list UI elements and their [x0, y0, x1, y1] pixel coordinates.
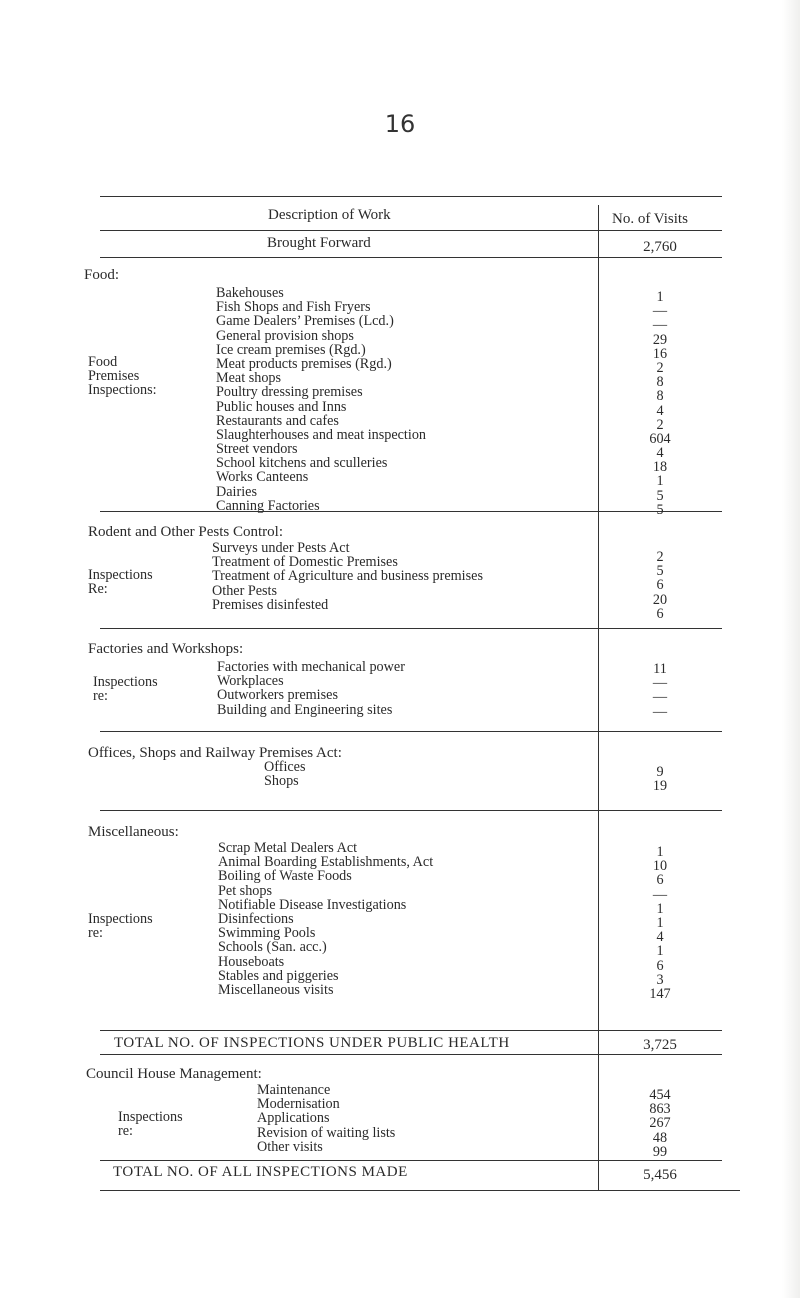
header-description: Description of Work: [268, 207, 391, 223]
food-value: —: [652, 317, 668, 334]
food-value: 29: [652, 331, 668, 348]
council-item: Revision of waiting lists: [257, 1124, 396, 1141]
council-value: 99: [652, 1143, 668, 1160]
misc-item: Pet shops: [218, 882, 272, 899]
rodent-title: Rodent and Other Pests Control:: [88, 524, 283, 540]
misc-item: Houseboats: [218, 953, 285, 970]
food-value: —: [652, 303, 668, 320]
food-item: School kitchens and sculleries: [216, 455, 388, 472]
misc-item: Notifiable Disease Investigations: [218, 896, 407, 913]
food-item: Ice cream premises (Rgd.): [216, 341, 366, 358]
factories-item: Outworkers premises: [217, 687, 338, 704]
council-values: [615, 1088, 705, 1159]
factories-items: [217, 660, 405, 717]
food-item: General provision shops: [216, 327, 354, 344]
rodent-item: Other Pests: [212, 582, 278, 599]
misc-value: 1: [656, 914, 664, 931]
misc-value: 4: [656, 929, 664, 946]
food-title: Food:: [84, 267, 120, 283]
misc-item: Boiling of Waste Foods: [218, 868, 352, 885]
rodent-value: 5: [656, 563, 664, 580]
food-item: Public houses and Inns: [216, 398, 347, 415]
top-rule: [100, 196, 722, 197]
offices-values: [615, 765, 705, 793]
council-item: Maintenance: [257, 1082, 331, 1098]
misc-item: Animal Boarding Establishments, Act: [218, 854, 434, 871]
offices-item: Offices: [264, 759, 306, 775]
misc-side-label: [88, 912, 153, 940]
food-value: 1: [656, 289, 664, 305]
misc-rule: [100, 1030, 722, 1031]
factories-side-label: [93, 675, 158, 703]
food-side-label: [88, 355, 157, 398]
food-value: 2: [656, 359, 664, 376]
column-divider: [598, 205, 599, 1190]
public-health-total-label: TOTAL NO. OF INSPECTIONS UNDER PUBLIC HEALTH: [114, 1035, 510, 1051]
rodent-item: Treatment of Domestic Premises: [212, 554, 398, 571]
all-total-value: 5,456: [643, 1167, 677, 1183]
council-side-label: [118, 1110, 183, 1138]
side-line: Inspections: [88, 911, 153, 927]
food-item: Meat shops: [216, 370, 282, 387]
food-item: Meat products premises (Rgd.): [216, 355, 392, 372]
factories-item: Building and Engineering sites: [217, 701, 393, 718]
bottom-rule: [100, 1190, 740, 1191]
factories-item: Factories with mechanical power: [217, 659, 405, 675]
food-item: Bakehouses: [216, 285, 284, 301]
misc-item: Stables and piggeries: [218, 967, 339, 984]
side-line: Inspections: [88, 567, 153, 583]
food-item: Poultry dressing premises: [216, 384, 363, 401]
rodent-item: Surveys under Pests Act: [212, 540, 350, 556]
misc-values: [615, 845, 705, 1001]
header-visits: No. of Visits: [612, 211, 688, 227]
misc-value: 147: [649, 985, 671, 1002]
food-value: 16: [652, 345, 668, 362]
misc-items: [218, 841, 433, 997]
misc-item: Swimming Pools: [218, 925, 316, 942]
food-item: Dairies: [216, 483, 257, 500]
council-value: 48: [652, 1129, 668, 1146]
factories-value: —: [652, 675, 668, 692]
rodent-value: 20: [652, 591, 668, 608]
factories-value: —: [652, 703, 668, 720]
council-value: 267: [649, 1115, 671, 1132]
council-items: [257, 1083, 395, 1154]
offices-value: 19: [652, 778, 668, 795]
food-item: Game Dealers’ Premises (Lcd.): [216, 313, 394, 330]
factories-item: Workplaces: [217, 673, 284, 690]
factories-rule: [100, 731, 722, 732]
rodent-value: 6: [656, 577, 664, 594]
council-value: 863: [649, 1101, 671, 1118]
misc-value: 1: [656, 844, 664, 860]
food-value: 18: [652, 459, 668, 476]
council-value: 454: [649, 1087, 671, 1103]
misc-item: Schools (San. acc.): [218, 939, 327, 956]
rodent-item: Premises disinfested: [212, 596, 329, 613]
all-total-label: TOTAL NO. OF ALL INSPECTIONS MADE: [113, 1164, 408, 1180]
misc-value: 6: [656, 957, 664, 974]
misc-title: Miscellaneous:: [88, 824, 179, 840]
forward-rule: [100, 257, 722, 258]
food-item: Fish Shops and Fish Fryers: [216, 299, 371, 316]
side-line: re:: [88, 925, 103, 942]
food-value: 5: [656, 501, 664, 518]
offices-item: Shops: [264, 773, 299, 790]
factories-value: 11: [653, 661, 667, 677]
side-line: Inspections: [118, 1109, 183, 1125]
ph-total-rule: [100, 1054, 722, 1055]
food-value: 604: [649, 430, 671, 447]
misc-value: 3: [656, 971, 664, 988]
food-item: Works Canteens: [216, 469, 309, 486]
factories-value: —: [652, 689, 668, 706]
misc-value: 10: [652, 858, 668, 875]
council-title: Council House Management:: [86, 1066, 262, 1082]
misc-value: —: [652, 886, 668, 903]
rodent-side-label: [88, 568, 153, 596]
side-line: re:: [118, 1123, 133, 1140]
council-item: Modernisation: [257, 1096, 340, 1113]
brought-forward-value: 2,760: [643, 239, 677, 255]
misc-value: 6: [656, 872, 664, 889]
rodent-values: [615, 550, 705, 621]
offices-rule: [100, 810, 722, 811]
council-item: Applications: [257, 1110, 330, 1127]
food-value: 1: [656, 473, 664, 490]
rodent-rule: [100, 628, 722, 629]
food-value: 8: [656, 374, 664, 391]
rodent-item: Treatment of Agriculture and business premises: [212, 568, 483, 585]
misc-item: Scrap Metal Dealers Act: [218, 840, 358, 856]
brought-forward-label: Brought Forward: [267, 235, 371, 251]
offices-value: 9: [656, 764, 664, 780]
food-item: Slaughterhouses and meat inspection: [216, 426, 427, 443]
rodent-items: [212, 541, 483, 612]
food-values: [615, 290, 705, 517]
council-rule: [100, 1160, 722, 1161]
side-line: Inspections: [93, 674, 158, 690]
food-value: 4: [656, 402, 664, 419]
misc-value: 1: [656, 943, 664, 960]
rodent-value: 6: [656, 605, 664, 622]
food-value: 4: [656, 445, 664, 462]
food-value: 2: [656, 416, 664, 433]
factories-values: [615, 662, 705, 719]
side-line: Premises: [88, 368, 140, 385]
food-value: 8: [656, 388, 664, 405]
food-value: 5: [656, 487, 664, 504]
misc-value: 1: [656, 900, 664, 917]
page-number: 16: [384, 110, 416, 138]
side-line: re:: [93, 688, 108, 705]
header-rule: [100, 230, 722, 231]
misc-item: Disinfections: [218, 910, 294, 927]
offices-items: [264, 760, 306, 788]
side-line: Food: [88, 354, 118, 370]
public-health-total-value: 3,725: [643, 1037, 677, 1053]
factories-title: Factories and Workshops:: [88, 641, 244, 657]
misc-item: Miscellaneous visits: [218, 981, 334, 998]
offices-title: Offices, Shops and Railway Premises Act:: [88, 745, 342, 761]
food-item: Street vendors: [216, 441, 298, 458]
council-item: Other visits: [257, 1138, 323, 1155]
food-item: Canning Factories: [216, 497, 320, 514]
food-item: Restaurants and cafes: [216, 412, 339, 429]
food-items: [216, 286, 426, 513]
page-edge-shadow: [782, 0, 800, 1298]
side-line: Inspections:: [88, 382, 157, 399]
side-line: Re:: [88, 581, 108, 598]
rodent-value: 2: [656, 549, 664, 565]
